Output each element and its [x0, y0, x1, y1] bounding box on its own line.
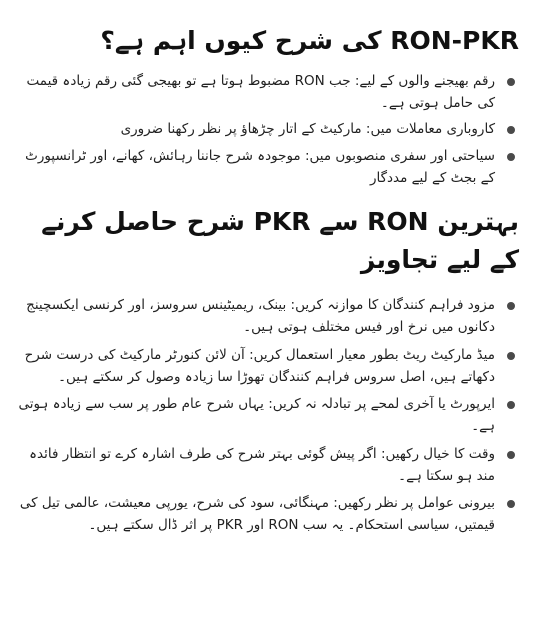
list-item-text: ایرپورٹ یا آخری لمحے پر تبادلہ نہ کریں: یہاں شرح عام طور پر سب سے زیادہ ہوتی ہے۔ — [18, 396, 495, 435]
bullet-icon — [507, 126, 515, 134]
bullet-icon — [507, 401, 515, 409]
bullet-icon — [507, 78, 515, 86]
list-item — [12, 70, 519, 115]
list-item — [12, 145, 519, 190]
list-item — [12, 294, 519, 339]
list-item — [12, 492, 519, 537]
list-item-text: رقم بھیجنے والوں کے لیے: جب RON مضبوط ہوتا ہے تو بھیجی گئی رقم زیادہ قیمت کی حامل ہوتی ہے۔ — [26, 72, 495, 112]
list-item-text: مزود فراہم کنندگان کا موازنہ کریں: بینک، ریمیٹینس سروسز، اور کرنسی ایکسچینج دکانوں میں نرخ اور فیس مختلف ہوتی ہیں۔ — [26, 297, 495, 336]
section-heading-importance: RON-PKR کی شرح کیوں اہم ہے؟ — [100, 26, 519, 55]
list-item — [12, 344, 519, 389]
list-item — [12, 393, 519, 438]
bullet-icon — [507, 352, 515, 360]
list-item — [12, 443, 519, 488]
bullet-icon — [507, 500, 515, 508]
list-item-text: میڈ مارکیٹ ریٹ بطور معیار استعمال کریں: آن لائن کنورٹر مارکیٹ کی درست شرح دکھاتے ہیں، اصل سروس فراہم کنندگان تھوڑا سا زیادہ وصول کر سکتے ہیں۔ — [24, 346, 495, 385]
list-item-text: بیرونی عوامل پر نظر رکھیں: مہنگائی، سود کی شرح، یورپی معیشت، عالمی تیل کی قیمتیں، سیاسی استحکام۔ یہ سب RON اور PKR پر اثر ڈال سکتے ہیں۔ — [19, 495, 495, 534]
bullet-icon — [507, 153, 515, 161]
list-item-text: سیاحتی اور سفری منصوبوں میں: موجودہ شرح جاننا رہائش، کھانے، اور ٹرانسپورٹ کے بجٹ کے لیے مددگار — [25, 147, 495, 186]
importance-list — [12, 70, 519, 189]
bullet-icon — [507, 451, 515, 459]
list-item-text: وقت کا خیال رکھیں: اگر پیش گوئی بہتر شرح کی طرف اشارہ کرے تو انتظار فائدہ مند ہو سکتا ہے۔ — [29, 445, 495, 484]
bullet-icon — [507, 302, 515, 310]
list-item — [12, 118, 519, 140]
list-item-text: کاروباری معاملات میں: مارکیٹ کے اتار چڑھاؤ پر نظر رکھنا ضروری — [120, 121, 495, 138]
section-heading-tips: بہترین RON سے PKR شرح حاصل کرنے کے لیے تجاویز — [41, 207, 519, 274]
tips-list — [12, 294, 519, 537]
